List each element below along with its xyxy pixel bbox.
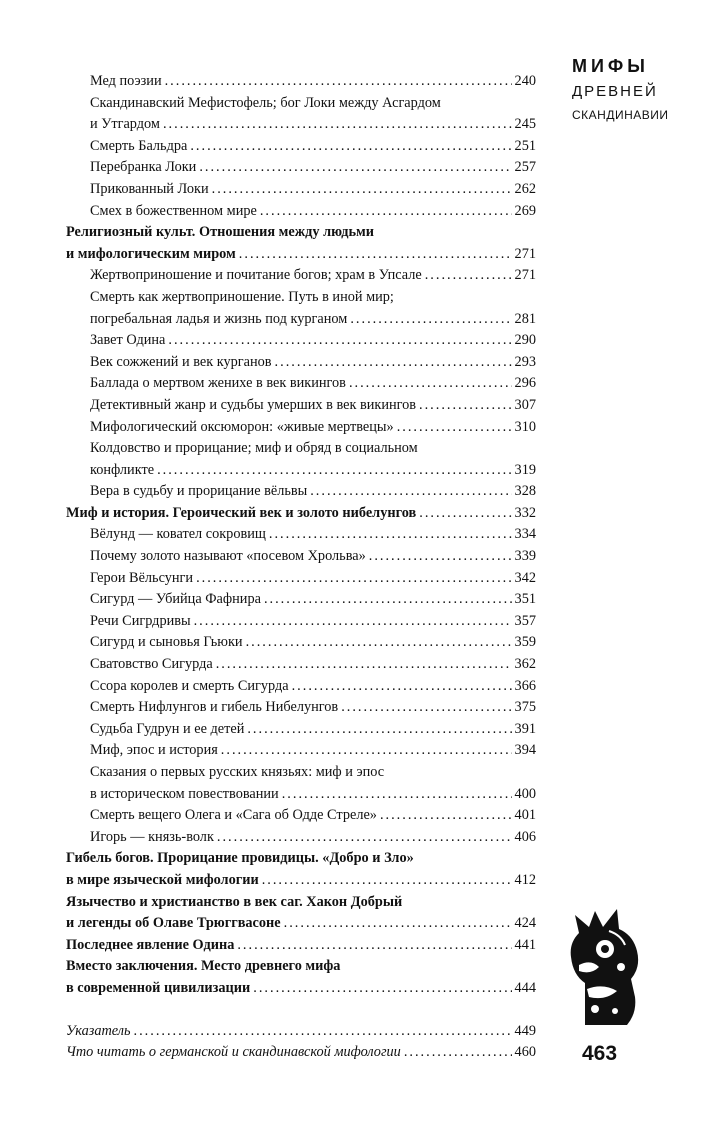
toc-page-number: 375 — [514, 699, 536, 716]
dot-leader — [196, 568, 511, 590]
dot-leader — [157, 460, 511, 482]
toc-entry-last-line — [90, 719, 536, 741]
toc-page-number: 296 — [514, 375, 536, 392]
toc-entry — [66, 136, 536, 158]
toc-entry-last-line — [90, 330, 536, 352]
toc-entry-last-line — [90, 481, 536, 503]
toc-page-number: 412 — [514, 871, 536, 888]
toc-entry-last-line — [90, 697, 536, 719]
toc-page-number: 310 — [514, 418, 536, 435]
toc-page-number: 400 — [514, 785, 536, 802]
running-title-line-3: СКАНДИНАВИИ — [572, 108, 669, 122]
toc-page-number: 245 — [514, 116, 536, 133]
toc-entry-last-line — [90, 373, 536, 395]
dot-leader — [292, 676, 512, 698]
dot-leader — [419, 503, 511, 525]
toc-entry-title-line: Миф и история. Героический век и золото нибелунгов — [66, 504, 417, 521]
toc-entry — [66, 762, 536, 805]
toc-entry-title-line: Религиозный культ. Отношения между людьми — [66, 224, 374, 241]
dot-leader — [284, 913, 512, 935]
toc-page-number: 441 — [514, 936, 536, 953]
toc-page-number: 357 — [514, 612, 536, 629]
toc-page-number: 366 — [514, 677, 536, 694]
toc-entry-title-line: Язычество и христианство в век саг. Хакон Добрый — [66, 893, 403, 910]
toc-entry — [66, 352, 536, 374]
toc-entry — [66, 654, 536, 676]
dot-leader — [216, 654, 512, 676]
toc-entry — [66, 568, 536, 590]
dot-leader — [419, 395, 512, 417]
toc-entry-title-line: Детективный жанр и судьбы умерших в век викингов — [90, 396, 417, 413]
toc-entry — [66, 676, 536, 698]
toc-entry-title-line: Век сожжений и век курганов — [90, 353, 272, 370]
toc-entry-last-line — [90, 546, 536, 568]
dot-leader — [341, 697, 511, 719]
toc-page-number: 424 — [514, 915, 536, 932]
dot-leader — [275, 352, 512, 374]
toc-entry-title-line: Смех в божественном мире — [90, 202, 257, 219]
dot-leader — [282, 784, 512, 806]
toc-page-number: 262 — [514, 180, 536, 197]
toc-entry-last-line — [90, 676, 536, 698]
toc-entry-title-line: Игорь — князь-волк — [90, 828, 214, 845]
page-number: 463 — [582, 1042, 618, 1065]
toc-entry-last-line — [90, 201, 536, 223]
toc-entry-title-line: Завет Одина — [90, 332, 166, 349]
toc-entry-last-line — [90, 395, 536, 417]
toc-entry-last-line — [90, 179, 536, 201]
toc-entry-last-line — [90, 352, 536, 374]
toc-entry — [66, 417, 536, 439]
toc-entry-title-line: Миф, эпос и история — [90, 742, 218, 759]
toc-entry-last-line — [90, 632, 536, 654]
toc-entry-title-line: Вёлунд — ковател сокровищ — [90, 526, 266, 543]
toc-entry-title-line: Сказания о первых русских князьях: миф и эпос — [90, 764, 385, 780]
toc-page-number: 362 — [514, 656, 536, 673]
running-title-line-2: ДРЕВНЕЙ — [572, 83, 658, 100]
toc-entry-last-line — [90, 784, 536, 806]
toc-entry — [66, 827, 536, 849]
toc-entry-title-line: Вера в судьбу и прорицание вёльвы — [90, 483, 308, 500]
toc-entry — [66, 438, 536, 481]
toc-entry — [66, 632, 536, 654]
toc-entry-title-line: Скандинавский Мефистофель; бог Локи между Асгардом — [90, 94, 441, 111]
toc-entry — [66, 740, 536, 762]
toc-entry-title-line: и легенды об Олаве Трюггвасоне — [66, 915, 281, 932]
toc-entry-title-line: Смерть как жертвоприношение. Путь в иной мир; — [90, 288, 394, 305]
toc-entry-last-line — [66, 1021, 536, 1043]
toc-entry-title-line: в современной цивилизации — [66, 979, 251, 996]
toc-entry — [66, 395, 536, 417]
toc-page-number: 359 — [514, 634, 536, 651]
toc-entry — [66, 892, 536, 935]
toc-entry-title-line: Баллада о мертвом женихе в век викингов — [90, 375, 346, 392]
toc-entry-last-line — [66, 503, 536, 525]
toc-page-number: 406 — [514, 828, 536, 845]
toc-page-number: 460 — [514, 1044, 536, 1061]
toc-page-number: 319 — [514, 461, 536, 478]
dot-leader — [212, 179, 512, 201]
toc-entry-last-line — [90, 114, 536, 136]
toc-page-number: 444 — [514, 979, 536, 996]
toc-entry-title-line: погребальная ладья и жизнь под курганом — [90, 310, 348, 327]
table-of-contents — [66, 71, 536, 1064]
toc-page-number: 293 — [514, 353, 536, 370]
toc-entry-last-line — [90, 589, 536, 611]
toc-entry — [66, 956, 536, 999]
toc-entry — [66, 1042, 536, 1064]
toc-page-number: 391 — [514, 720, 536, 737]
toc-entry-last-line — [66, 913, 536, 935]
toc-entry — [66, 524, 536, 546]
toc-page-number: 271 — [514, 267, 536, 284]
toc-page-number: 334 — [514, 526, 536, 543]
toc-entry-last-line — [90, 460, 536, 482]
dot-leader — [264, 589, 512, 611]
toc-entry-title-line: Судьба Гудрун и ее детей — [90, 720, 245, 737]
toc-page-number: 351 — [514, 591, 536, 608]
toc-entry — [66, 503, 536, 525]
toc-entry — [66, 1021, 536, 1043]
running-title-line-1: МИФЫ — [572, 56, 649, 76]
toc-entry-title-line: Что читать о германской и скандинавской мифологии — [66, 1044, 401, 1061]
toc-entry-title-line: Гибель богов. Прорицание провидицы. «Добро и Зло» — [66, 850, 414, 867]
toc-page-number: 342 — [514, 569, 536, 586]
toc-page-number: 339 — [514, 548, 536, 565]
dot-leader — [247, 719, 511, 741]
toc-entry — [66, 935, 536, 957]
toc-page-number: 271 — [514, 245, 536, 262]
toc-page-number: 269 — [514, 202, 536, 219]
running-title — [572, 56, 669, 122]
toc-entry-last-line — [90, 136, 536, 158]
toc-entry-title-line: конфликте — [90, 461, 155, 478]
toc-entry-title-line: Сватовство Сигурда — [90, 656, 213, 673]
dot-leader — [404, 1042, 512, 1064]
dot-leader — [425, 265, 512, 287]
toc-entry — [66, 93, 536, 136]
toc-entry — [66, 481, 536, 503]
toc-entry — [66, 719, 536, 741]
toc-entry-last-line — [66, 978, 536, 1000]
toc-entry-title-line: Ссора королев и смерть Сигурда — [90, 677, 289, 694]
toc-entry-title-line: Сигурд — Убийца Фафнира — [90, 591, 261, 608]
dot-leader — [217, 827, 512, 849]
toc-page-number: 449 — [514, 1022, 536, 1039]
toc-page-number: 332 — [514, 504, 536, 521]
toc-entry — [66, 697, 536, 719]
toc-entry-last-line — [90, 157, 536, 179]
toc-page-number: 394 — [514, 742, 536, 759]
toc-entry-last-line — [90, 805, 536, 827]
dragon-head-emblem-icon — [565, 905, 643, 1030]
toc-entry — [66, 71, 536, 93]
toc-entry-title-line: Сигурд и сыновья Гьюки — [90, 634, 243, 651]
toc-page-number: 251 — [514, 137, 536, 154]
toc-entry — [66, 157, 536, 179]
dot-leader — [165, 71, 512, 93]
dot-leader — [349, 373, 512, 395]
toc-entry-title-line: Мифологический оксюморон: «живые мертвецы» — [90, 418, 394, 435]
dot-leader — [199, 157, 511, 179]
toc-entry-title-line: Смерть Бальдра — [90, 137, 188, 154]
toc-entry-title-line: и мифологическим миром — [66, 245, 236, 262]
toc-entry-title-line: Смерть вещего Олега и «Сага об Одде Стреле» — [90, 807, 377, 824]
dot-leader — [134, 1021, 512, 1043]
toc-entry-last-line — [90, 654, 536, 676]
toc-entry — [66, 222, 536, 265]
toc-entry-last-line — [90, 568, 536, 590]
dot-leader — [190, 136, 511, 158]
dot-leader — [262, 870, 512, 892]
toc-entry — [66, 287, 536, 330]
toc-page-number: 281 — [514, 310, 536, 327]
toc-entry-title-line: и Утгардом — [90, 116, 160, 133]
toc-entry — [66, 265, 536, 287]
toc-entry-last-line — [90, 524, 536, 546]
toc-entry — [66, 848, 536, 891]
toc-entry-title-line: Перебранка Локи — [90, 159, 197, 176]
dot-leader — [269, 524, 512, 546]
toc-entry-last-line — [90, 611, 536, 633]
toc-entry — [66, 589, 536, 611]
dot-leader — [310, 481, 511, 503]
dot-leader — [350, 309, 511, 331]
toc-entry-last-line — [66, 935, 536, 957]
toc-entry — [66, 179, 536, 201]
toc-entry — [66, 611, 536, 633]
dot-leader — [163, 114, 512, 136]
toc-entry — [66, 330, 536, 352]
toc-page-number: 257 — [514, 159, 536, 176]
dot-leader — [253, 978, 511, 1000]
toc-entry-title-line: Герои Вёльсунги — [90, 569, 194, 586]
toc-entry-title-line: Почему золото называют «посевом Хрольва» — [90, 548, 366, 565]
toc-entry-title-line: Прикованный Локи — [90, 180, 209, 197]
toc-entry — [66, 546, 536, 568]
toc-entry — [66, 805, 536, 827]
toc-entry-title-line: Жертвоприношение и почитание богов; храм в Упсале — [90, 267, 422, 284]
toc-entry-last-line — [66, 870, 536, 892]
toc-page-number: 401 — [514, 807, 536, 824]
toc-entry-last-line — [66, 1042, 536, 1064]
dot-leader — [239, 244, 512, 266]
toc-entry-title-line: Указатель — [66, 1022, 131, 1039]
toc-entry-last-line — [90, 740, 536, 762]
toc-entry-title-line: Колдовство и прорицание; миф и обряд в социальном — [90, 440, 418, 457]
dot-leader — [168, 330, 511, 352]
dot-leader — [260, 201, 512, 223]
toc-entry-title-line: Мед поэзии — [90, 73, 162, 89]
toc-entry-title-line: Смерть Нифлунгов и гибель Нибелунгов — [90, 699, 339, 716]
toc-entry-last-line — [90, 309, 536, 331]
toc-entry-last-line — [90, 827, 536, 849]
toc-page-number: 307 — [514, 396, 536, 413]
toc-page-number: 290 — [514, 332, 536, 349]
toc-entry-title-line: в мире языческой мифологии — [66, 871, 259, 888]
dot-leader — [397, 417, 512, 439]
dot-leader — [369, 546, 512, 568]
dot-leader — [221, 740, 512, 762]
dot-leader — [237, 935, 511, 957]
toc-entry-title-line: Речи Сигрдривы — [90, 612, 191, 629]
toc-entry — [66, 201, 536, 223]
toc-entry — [66, 373, 536, 395]
toc-entry-last-line — [90, 417, 536, 439]
toc-entry-last-line — [90, 71, 536, 93]
dot-leader — [194, 611, 512, 633]
toc-entry-title-line: в историческом повествовании — [90, 785, 279, 802]
toc-entry-title-line: Последнее явление Одина — [66, 936, 235, 953]
toc-page-number: 328 — [514, 483, 536, 500]
dot-leader — [380, 805, 512, 827]
dot-leader — [246, 632, 512, 654]
toc-entry-last-line — [90, 265, 536, 287]
toc-page-number: 240 — [514, 73, 536, 89]
toc-entry-title-line: Вместо заключения. Место древнего мифа — [66, 958, 341, 975]
toc-entry-last-line — [66, 244, 536, 266]
